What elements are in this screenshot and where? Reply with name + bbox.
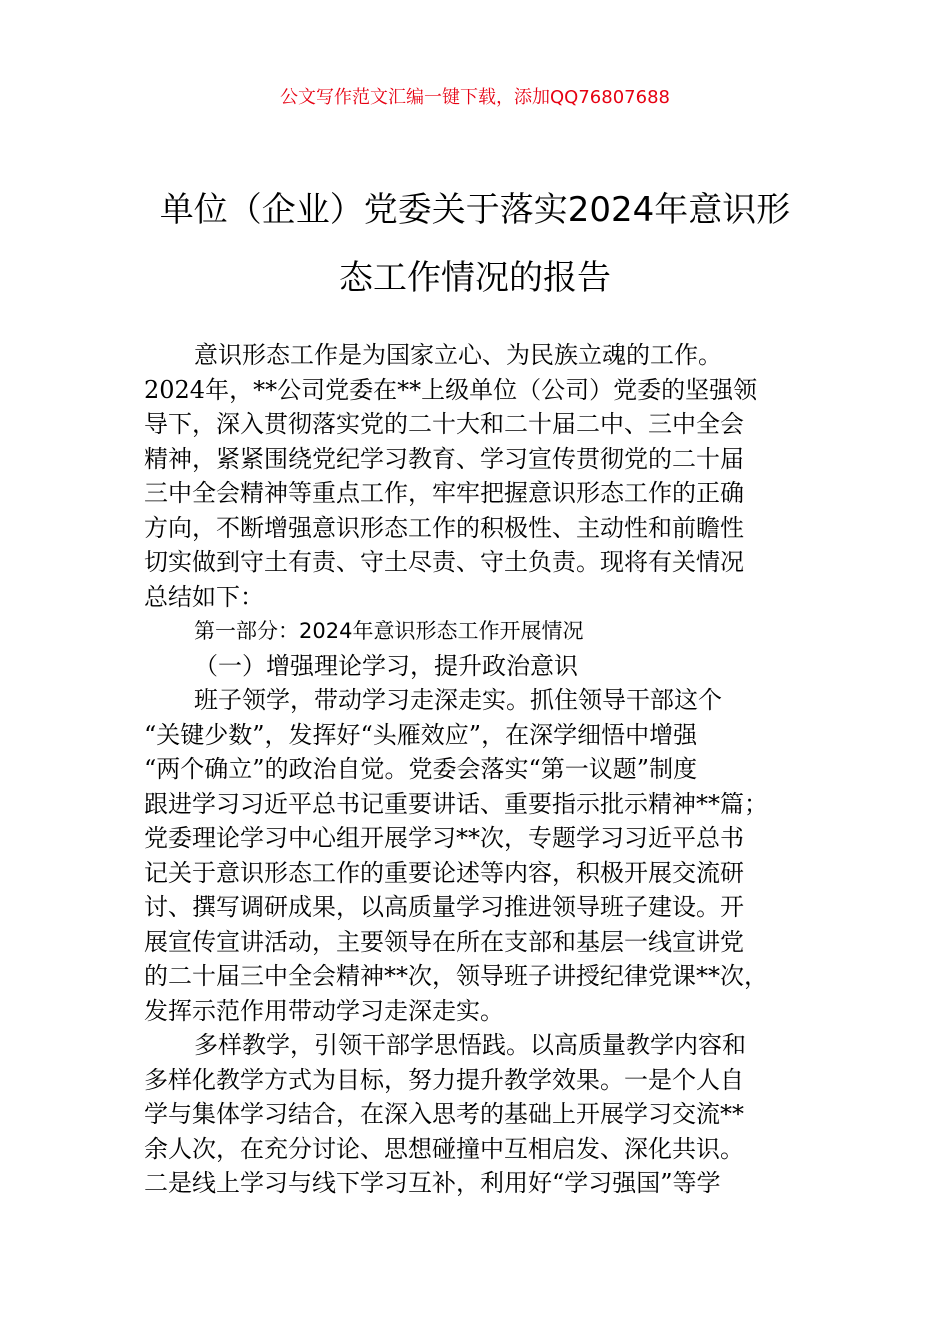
paragraph-leadership-line: “关键少数”，发挥好“头雁效应”，在深学细悟中增强	[144, 720, 698, 749]
paragraph-leadership-line: 的二十届三中全会精神**次，领导班子讲授纪律党课**次，	[144, 962, 768, 990]
document-title	[140, 176, 810, 312]
part-one-heading: 第一部分：2024年意识形态工作开展情况	[194, 619, 584, 643]
paragraph-intro-line: 三中全会精神等重点工作，牢牢把握意识形态工作的正确	[144, 479, 744, 507]
paragraph-leadership-line: 跟进学习习近平总书记重要讲话、重要指示批示精神**篇；	[144, 789, 768, 818]
paragraph-intro-line: 精神，紧紧围绕党纪学习教育、学习宣传贯彻党的二十届	[144, 444, 744, 473]
paragraph-teaching-line: 多样化教学方式为目标，努力提升教学效果。一是个人自	[144, 1065, 744, 1094]
paragraph-intro-line: 总结如下：	[144, 582, 264, 611]
title-line-1: 单位（企业）党委关于落实2024年意识形	[159, 190, 791, 230]
subsection-heading: （一）增强理论学习，提升政治意识	[194, 651, 578, 680]
paragraph-intro-line: 切实做到守土有责、守土尽责、守土负责。现将有关情况	[144, 548, 744, 576]
download-promo-note	[0, 84, 950, 112]
paragraph-leadership-line: “两个确立”的政治自觉。党委会落实“第一议题”制度	[144, 755, 698, 783]
paragraph-leadership-line: 班子领学，带动学习走深走实。抓住领导干部这个	[194, 686, 722, 714]
paragraph-teaching-line: 余人次，在充分讨论、思想碰撞中互相启发、深化共识。	[144, 1134, 744, 1163]
paragraph-teaching-line: 二是线上学习与线下学习互补，利用好“学习强国”等学	[144, 1169, 721, 1197]
paragraph-leadership-line: 发挥示范作用带动学习走深走实。	[144, 996, 504, 1025]
paragraph-intro-line: 2024年，**公司党委在**上级单位（公司）党委的坚强领	[144, 375, 758, 404]
paragraph-intro-line: 意识形态工作是为国家立心、为民族立魂的工作。	[194, 341, 722, 369]
paragraph-leadership-line: 记关于意识形态工作的重要论述等内容，积极开展交流研	[144, 858, 744, 887]
paragraph-teaching-line: 学与集体学习结合，在深入思考的基础上开展学习交流**	[144, 1100, 744, 1128]
paragraph-intro-line: 导下，深入贯彻落实党的二十大和二十届二中、三中全会	[144, 410, 744, 438]
download-promo-text: 公文写作范文汇编一键下载，添加QQ76807688	[280, 87, 670, 108]
paragraph-teaching-line: 多样教学，引领干部学思悟践。以高质量教学内容和	[194, 1031, 746, 1059]
document-body	[144, 338, 834, 1201]
paragraph-leadership-line: 党委理论学习中心组开展学习**次，专题学习习近平总书	[144, 824, 744, 852]
title-line-2: 态工作情况的报告	[339, 258, 611, 298]
paragraph-leadership-line: 讨、撰写调研成果，以高质量学习推进领导班子建设。开	[144, 893, 744, 921]
paragraph-intro-line: 方向，不断增强意识形态工作的积极性、主动性和前瞻性	[144, 513, 744, 542]
paragraph-leadership-line: 展宣传宣讲活动，主要领导在所在支部和基层一线宣讲党	[144, 927, 744, 956]
